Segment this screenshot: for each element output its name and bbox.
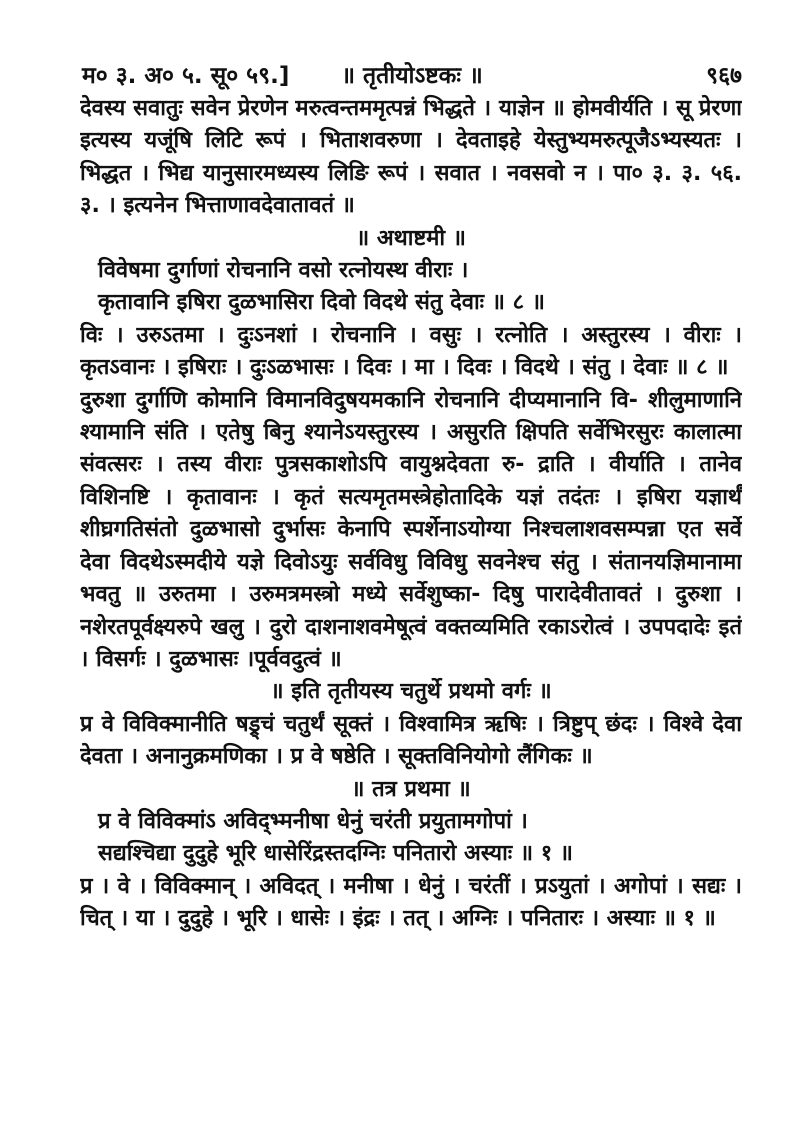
- page-number: ९६७: [706, 63, 742, 89]
- section-heading: ॥ तत्र प्रथमा ॥: [351, 776, 471, 802]
- opening-commentary: देवस्य सवातुः सवेन प्रेरणेन मरुत्वन्तममृत्पन्नं भिद्धते । याज्ञेन ॥ होमवीर्यति । सू प्रेरणा इत्यस्य यजूंषि लिटि रूपं । भिताशवरुणा । देवताइहे येस्तुभ्यमरुत्पूजैऽभ्यस्यतः । भिद्धत । भिद्य यानुसारमध्यस्य लिङि रूपं । सवात । नवसवो न । पा० ३. ३. ५६. ३. । इत्यनेन भित्ताणावदेवातावतं ॥: [80, 96, 742, 219]
- section-heading: ॥ अथाष्टमी ॥: [356, 225, 466, 251]
- padapatha-text: विः । उरुऽतमा । दुःऽनशां । रोचनानि । वसुः । रत्नोति । अस्तुरस्य । वीराः । कृतऽवानः । इषिराः । दुःऽळभासः । दिवः । मा । दिवः । विदथे । संतु । देवाः ॥ ८ ॥: [80, 322, 742, 381]
- verse-line: विवेषमा दुर्गाणां रोचनानि वसो रत्नोयस्थ वीराः ।: [98, 258, 469, 284]
- verse-line: कृतावानि इषिरा दुळभासिरा दिवो विदथे संतु देवाः ॥ ८ ॥: [98, 290, 545, 316]
- section-heading: ॥ इति तृतीयस्य चतुर्थे प्रथमो वर्गः ॥: [270, 679, 552, 705]
- padapatha-text: प्र । वे । विविक्मान् । अविदत् । मनीषा । धेनुं । चरंतीं । प्रऽयुतां । अगोपां । सद्यः । चित् । या । दुदुहे । भूरि । धासेः । इंद्रः । तत् । अग्निः । पनितारः । अस्याः ॥ १ ॥: [80, 873, 742, 932]
- verse-line: प्र वे विविक्मांऽ अविद्भ्मनीषा धेनुं चरंती प्रयुतामगोपां ।: [98, 808, 528, 834]
- hymn-introduction: प्र वे विविक्मानीति षड्र्चं चतुर्थं सूक्तं । विश्वामित्र ऋषिः । त्रिष्टुप् छंदः । विश्वे देवा देवता । अनानुक्रमणिका । प्र वे षष्ठेति । सूक्तविनियोगो लैंगिकः ॥: [80, 711, 742, 770]
- page-body: [80, 93, 742, 936]
- page-header: [82, 58, 742, 88]
- commentary-text: दुरुशा दुर्गाणि कोमानि विमानविदुषयमकानि रोचनानि दीप्यमानानि वि- शीलुमाणानि श्यामानि संति । एतेषु बिनु श्यानेऽयस्तुरस्य । असुरति क्षिपति सर्वेभिरसुरः कालात्मा संवत्सरः । तस्य वीराः पुत्रसकाशोऽपि वायुश्नदेवता रु- द्राति । वीर्याति । तानेव विशिनष्टि । कृतावानः । कृतं सत्यमृतमस्त्रेहोतादिके यज्ञं तदंतः । इषिरा यज्ञार्थं शीघ्रगतिसंतो दुळभासो दुर्भासः केनापि स्पर्शेनाऽयोग्या निश्चलाशवसम्पन्ना एत सर्वे देवा विदथेऽस्मदीये यज्ञे दिवोऽयुः सर्वविधु विविधु सवनेश्च संतु । संतानयज्ञिमानामा भवतु ॥ उरुतमा । उरुमत्रमस्त्रो मध्ये सर्वेशुष्का- दिषु पारादेवीतावतं । दुरुशा । नशेरतपूर्वक्ष्यरुपे खलु । दुरो दाशनाशवमेषूत्वं वक्तव्यमिति रकाऽरोत्वं । उपपदादेः इतं । विसर्गः । दुळभासः ।पूर्ववदुत्वं ॥: [80, 387, 742, 672]
- section-reference: म० ३. अ० ५. सू० ५९.]: [82, 63, 290, 89]
- verse-line: सद्यश्चिद्या दुदुहे भूरि धासेरिंद्रस्तदग्निः पनितारो अस्याः ॥ १ ॥: [98, 841, 573, 867]
- running-title: ॥ तृतीयोऽष्टकः ॥: [341, 63, 483, 89]
